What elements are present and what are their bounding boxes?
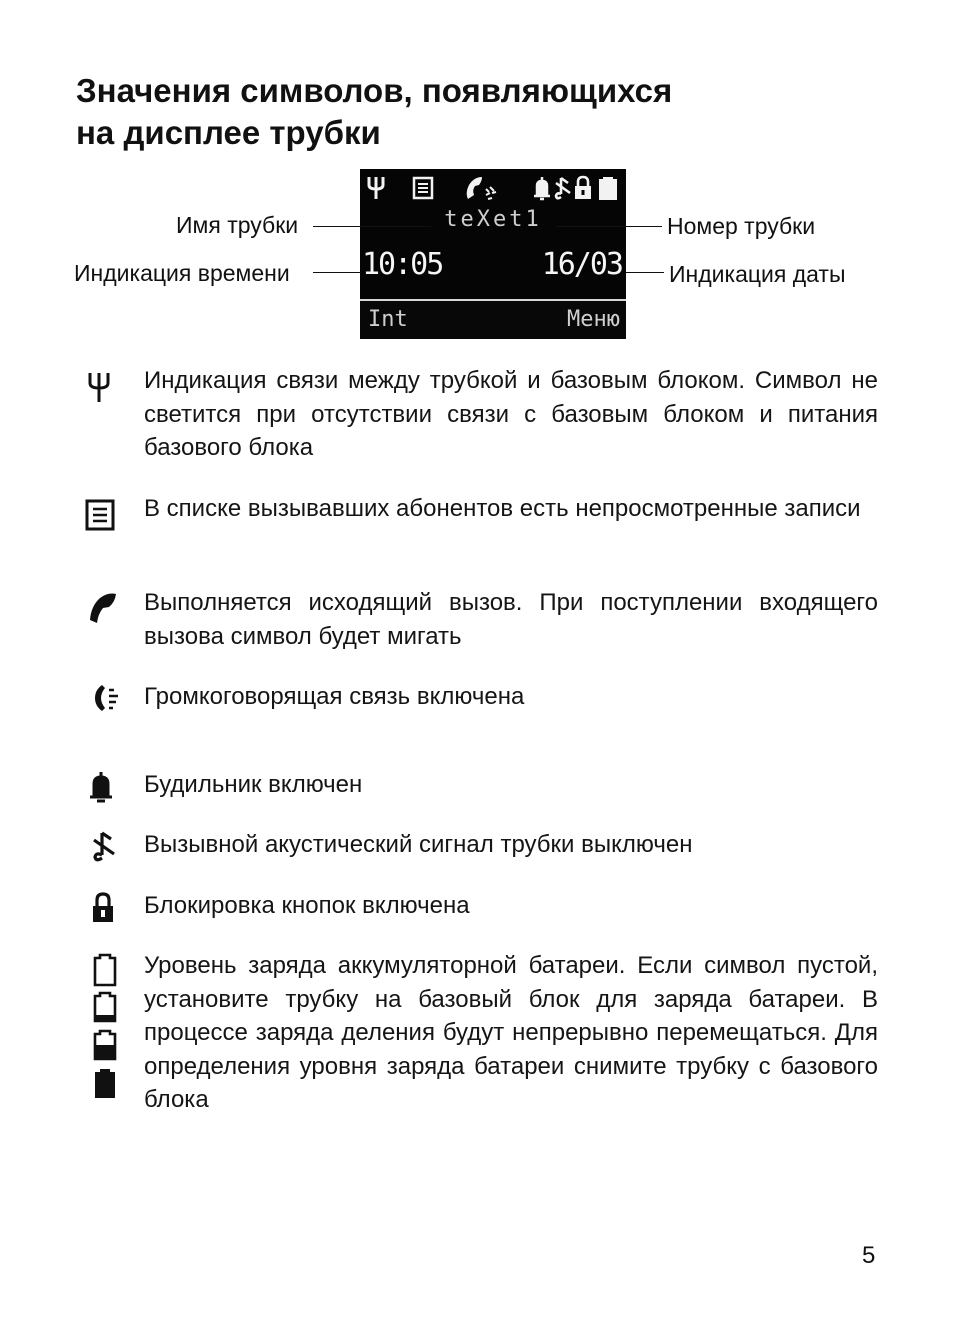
legend-item-call-list <box>78 492 878 562</box>
legend-item-ringer-off <box>78 828 878 868</box>
time-readout: 10:05 <box>362 247 443 282</box>
battery-full-icon <box>95 1069 115 1098</box>
softkey-left-label: Int <box>368 307 408 332</box>
legend-item-battery <box>78 949 878 1119</box>
legend-text: Громкоговорящая связь включена <box>144 683 525 710</box>
speakerphone-icon <box>92 682 124 714</box>
handset-name: teXet1 <box>444 207 542 232</box>
antenna-icon <box>86 370 112 404</box>
battery-level-icons <box>92 953 118 1099</box>
ringer-off-icon <box>90 830 118 864</box>
alarm-bell-icon <box>88 770 114 804</box>
handset-call-icon <box>86 590 122 626</box>
page-title-line-1: Значения символов, появляющихся <box>76 72 673 109</box>
legend-text: Блокировка кнопок включена <box>144 892 470 919</box>
battery-low-icon <box>95 993 115 1021</box>
page-number: 5 <box>862 1242 876 1269</box>
legend-item-antenna <box>78 364 878 464</box>
softkey-right-label: Меню <box>567 307 620 332</box>
call-list-icon <box>84 498 116 532</box>
legend-text: Выполняется исходящий вызов. При поступлении входящего вызова символ будет мигать <box>144 589 878 650</box>
page-title <box>76 70 672 154</box>
callout-handset-name: Имя трубки <box>176 212 299 238</box>
date-readout: 16/03 <box>541 247 622 282</box>
legend-text: Индикация связи между трубкой и базовым блоком. Символ не светится при отсутствии связи с базовым блоком и питания базового блока <box>144 367 878 461</box>
callout-leader-time <box>313 272 361 273</box>
page-title-line-2: на дисплее трубки <box>76 114 381 151</box>
callout-leader-date <box>626 272 664 273</box>
battery-full-icon <box>596 175 620 201</box>
callout-leader-handset-number <box>556 226 662 227</box>
handset-display-illustration <box>360 169 626 339</box>
legend-item-alarm <box>78 768 878 808</box>
legend-text: Уровень заряда аккумуляторной батареи. Если символ пустой, установите трубку на базовый блок для заряда батареи. В процессе заряда деления будут непрерывно перемещаться. Для определения уровня заряда батареи снимите трубку с базового блока <box>144 952 878 1113</box>
handset-call-icon <box>464 175 502 201</box>
legend-item-keypad-lock <box>78 889 878 929</box>
callout-date: Индикация даты <box>669 261 846 287</box>
keypad-lock-icon <box>90 891 116 925</box>
battery-medium-icon <box>95 1031 115 1059</box>
legend-text: Вызывной акустический сигнал трубки выключен <box>144 831 693 858</box>
legend-text: В списке вызывавших абонентов есть непросмотренные записи <box>144 495 861 522</box>
antenna-icon <box>366 175 386 201</box>
callout-leader-handset-name <box>313 226 431 227</box>
alarm-bell-icon <box>532 175 552 201</box>
keypad-lock-icon <box>573 175 593 201</box>
call-list-icon <box>412 175 434 201</box>
legend-text: Будильник включен <box>144 771 363 798</box>
callout-time: Индикация времени <box>74 260 290 286</box>
callout-handset-number: Номер трубки <box>667 213 816 239</box>
softkey-bar <box>360 299 626 339</box>
legend-item-outgoing-call <box>78 586 878 656</box>
battery-empty-icon <box>95 955 115 985</box>
ringer-off-icon <box>553 175 573 201</box>
legend-item-speakerphone <box>78 680 878 720</box>
